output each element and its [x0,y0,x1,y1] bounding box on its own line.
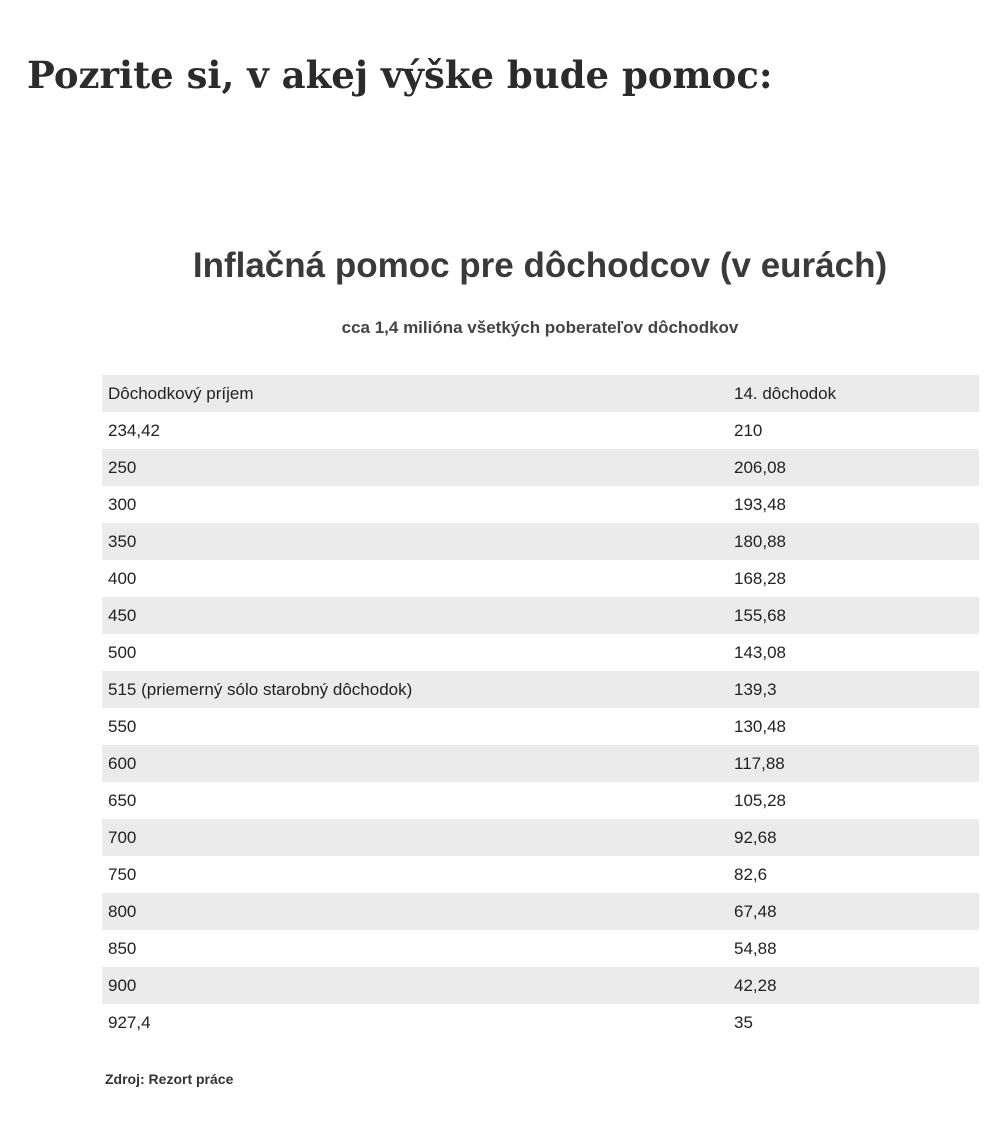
table-row [102,745,979,782]
income-cell: 750 [108,864,137,884]
pension-cell: 143,08 [734,642,786,662]
pension-cell: 67,48 [734,901,777,921]
table-row [102,523,979,560]
page-heading: Pozrite si, v akej výške bude pomoc: [27,53,773,97]
table-subtitle: cca 1,4 milióna všetkých poberateľov dôchodkov [341,318,739,337]
table-title: Inflačná pomoc pre dôchodcov (v eurách) [192,246,888,285]
table-row [102,708,979,745]
income-cell: 500 [108,642,137,662]
income-cell: 250 [108,457,137,477]
pension-aid-table [102,375,979,1041]
table-row [102,856,979,893]
pension-cell: 206,08 [734,457,786,477]
table-row [102,597,979,634]
pension-cell: 82,6 [734,864,768,884]
pension-cell: 180,88 [734,531,786,551]
pension-cell: 42,28 [734,975,777,995]
pension-cell: 117,88 [734,753,785,773]
income-cell: 900 [108,975,137,995]
table-row [102,893,979,930]
income-cell: 550 [108,716,137,736]
income-cell: 300 [108,494,137,514]
income-cell: 650 [108,790,137,810]
table-row [102,782,979,819]
pension-cell: 92,68 [734,827,777,847]
pension-cell: 155,68 [734,605,786,625]
income-cell: 234,42 [108,420,160,440]
table-row [102,967,979,1004]
table-row [102,412,979,449]
income-cell: 927,4 [108,1012,151,1032]
table-row [102,671,979,708]
header-14th-pension: 14. dôchodok [734,383,837,403]
header-income: Dôchodkový príjem [108,383,254,403]
income-cell: 450 [108,605,137,625]
income-cell: 400 [108,568,137,588]
source-note: Zdroj: Rezort práce [105,1071,234,1087]
pension-cell: 54,88 [734,938,777,958]
pension-cell: 35 [734,1012,753,1032]
table-row [102,486,979,523]
income-cell: 600 [108,753,137,773]
table-row [102,930,979,967]
pension-cell: 168,28 [734,568,786,588]
pension-cell: 193,48 [734,494,786,514]
income-cell: 800 [108,901,137,921]
table-row [102,449,979,486]
table-row [102,1004,979,1041]
income-cell: 700 [108,827,137,847]
pension-cell: 130,48 [734,716,786,736]
table-row [102,634,979,671]
income-cell: 850 [108,938,137,958]
pension-cell: 139,3 [734,679,777,699]
table-row [102,560,979,597]
income-cell: 515 (priemerný sólo starobný dôchodok) [108,679,413,699]
pension-cell: 210 [734,420,763,440]
income-cell: 350 [108,531,137,551]
table-row [102,819,979,856]
pension-cell: 105,28 [734,790,786,810]
table-header-row [102,375,979,412]
